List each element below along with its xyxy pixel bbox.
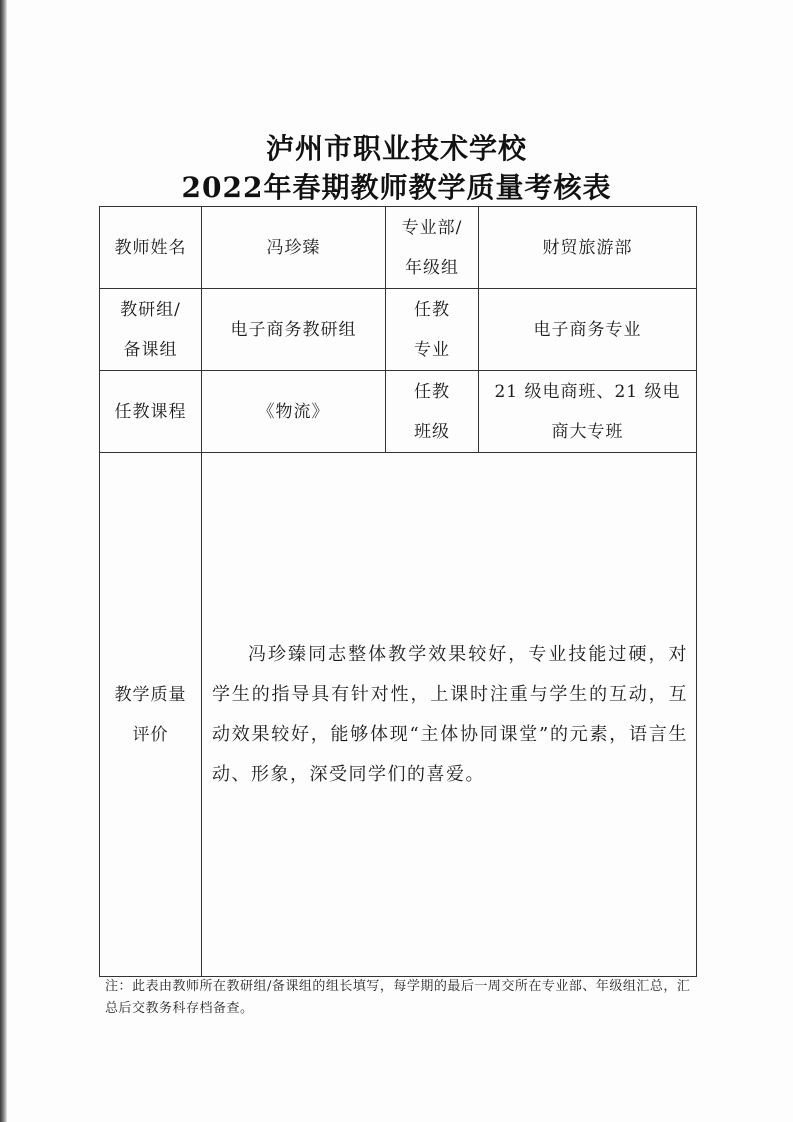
dept-label-line2: 年级组	[405, 257, 459, 278]
table-row	[100, 453, 697, 977]
school-title: 泸州市职业技术学校	[265, 132, 527, 165]
group-label-line1: 教研组/	[120, 299, 181, 320]
table-row	[100, 289, 697, 371]
course-label: 任教课程	[100, 371, 202, 453]
evaluation-label-line2: 评价	[132, 724, 169, 745]
class-label-line1: 任教	[414, 381, 450, 402]
major-label-line1: 任教	[414, 299, 450, 320]
dept-value: 财贸旅游部	[479, 207, 697, 289]
class-label	[386, 371, 479, 453]
class-value-line2: 商大专班	[551, 421, 624, 442]
evaluation-text: 冯珍臻同志整体教学效果较好，专业技能过硬，对学生的指导具有针对性，上课时注重与学生的互动，互动效果较好，能够体现“主体协同课堂”的元素，语言生动、形象，深受同学们的喜爱。	[212, 643, 688, 785]
dept-label-line1: 专业部/	[401, 217, 463, 238]
class-value-line1: 21 级电商班、21 级电	[494, 381, 681, 402]
table-row	[100, 371, 697, 453]
group-label	[100, 289, 202, 371]
scan-edge	[0, 0, 7, 1122]
major-label-line2: 专业	[414, 339, 450, 360]
assessment-table	[99, 206, 697, 977]
table-row	[100, 207, 697, 289]
evaluation-label-line1: 教学质量	[114, 684, 187, 705]
dept-label	[386, 207, 479, 289]
group-label-line2: 备课组	[123, 339, 178, 360]
form-title: 2022年春期教师教学质量考核表	[181, 171, 612, 204]
evaluation-label	[100, 453, 202, 977]
class-label-line2: 班级	[414, 421, 450, 442]
footnote: 注：此表由教师所在教研组/备课组的组长填写，每学期的最后一周交所在专业部、年级组汇总，汇总后交教务科存档备查。	[105, 979, 691, 1016]
teacher-name-value: 冯珍臻	[202, 207, 386, 289]
evaluation-cell	[202, 453, 697, 977]
major-value: 电子商务专业	[479, 289, 697, 371]
major-label	[386, 289, 479, 371]
course-value: 《物流》	[202, 371, 386, 453]
class-value	[479, 371, 697, 453]
group-value: 电子商务教研组	[202, 289, 386, 371]
teacher-name-label: 教师姓名	[100, 207, 202, 289]
